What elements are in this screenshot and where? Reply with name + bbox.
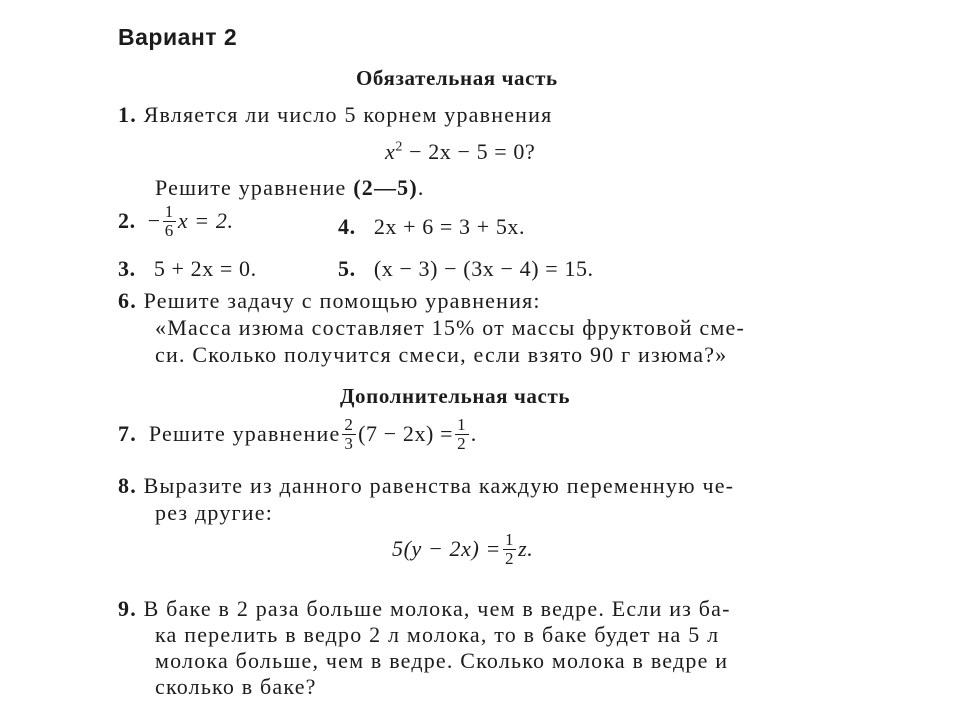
question-1-text: Является ли число 5 корнем уравнения [143,102,553,127]
question-9-line-4: сколько в баке? [155,674,317,699]
instruction [155,175,425,201]
question-8-line-1: Выразите из данного равенства каждую переменную че- [143,473,735,498]
question-7 [118,416,478,453]
question-7-text: Решите уравнение [148,421,341,447]
question-8-line-2: рез другие: [155,500,274,525]
fraction-numerator: 1 [457,415,467,434]
question-6 [118,288,541,314]
eq-exponent: 2 [395,139,403,155]
eq-rest: − 2x − 5 = 0? [402,139,536,164]
question-6-line-2: «Масса изюма составляет 15% от массы фруктовой сме- [155,315,746,340]
question-number: 2. [118,208,136,234]
question-3-equation: 5 + 2x = 0. [153,256,257,281]
question-number: 8. [118,473,137,498]
question-number: 1. [118,102,137,127]
question-5-equation: (x − 3) − (3x − 4) = 15. [373,256,594,281]
fraction-numerator: 2 [344,415,355,434]
minus-sign: − [147,208,161,234]
question-6-line-1: Решите задачу с помощью уравнения: [143,288,541,313]
fraction [455,416,469,453]
question-number: 7. [118,421,137,447]
question-number: 6. [118,288,137,313]
question-number: 5. [338,256,356,281]
question-2 [118,203,234,240]
section-required-heading: Обязательная часть [356,66,558,90]
fraction-numerator: 1 [504,530,515,549]
question-4 [338,214,525,240]
fraction-denominator: 2 [504,548,515,568]
question-5 [338,256,594,282]
question-1-equation [385,139,535,165]
question-9-line-2: ка перелить в ведро 2 л молока, то в баке будет на 5 л [155,622,720,647]
question-9 [118,596,731,622]
question-6-line-3: си. Сколько получится смеси, если взято 90 г изюма?» [155,342,728,367]
instruction-range: (2—5) [353,175,418,200]
instruction-text: Решите уравнение [155,175,354,200]
question-8-equation [392,531,533,568]
question-3 [118,256,257,282]
eq-right: z. [518,536,534,562]
instruction-end: . [417,175,425,200]
question-7-equation: (7 − 2x) = [358,421,454,447]
eq-left: 5(y − 2x) = [392,536,501,562]
question-9-line-3: молока больше, чем в ведре. Сколько молока в ведре и [155,648,729,673]
question-number: 4. [338,214,356,239]
question-2-equation: x = 2. [177,208,234,234]
question-8 [118,473,734,499]
fraction-denominator: 3 [344,433,355,453]
fraction-denominator: 6 [164,220,174,240]
fraction-denominator: 2 [457,433,467,453]
question-4-equation: 2x + 6 = 3 + 5x. [373,214,526,239]
question-number: 9. [118,596,137,621]
fraction-numerator: 1 [164,202,174,221]
fraction [503,531,516,568]
fraction [163,203,176,240]
question-9-line-1: В баке в 2 раза больше молока, чем в ведре. Если из ба- [143,596,731,621]
eq-variable: x [385,139,396,164]
fraction [342,416,356,453]
page-title: Вариант 2 [118,24,238,50]
question-number: 3. [118,256,136,281]
period: . [470,421,478,447]
section-additional-heading: Дополнительная часть [340,384,571,408]
question-1 [118,102,552,128]
